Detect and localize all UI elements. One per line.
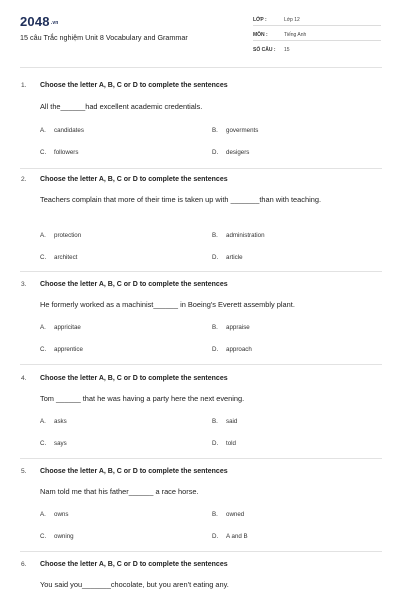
- question-prompt: Choose the letter A, B, C or D to complete the sentences: [40, 375, 228, 382]
- divider: [253, 25, 381, 26]
- option-c[interactable]: C. apprentice: [40, 346, 83, 353]
- question-sentence: He formerly worked as a machinist______ in Boeing's Everett assembly plant.: [40, 300, 295, 309]
- question-number: 2.: [21, 176, 27, 183]
- option-a[interactable]: A. protection: [40, 232, 82, 239]
- meta-key: MÔN :: [253, 32, 268, 38]
- question-prompt: Choose the letter A, B, C or D to complete the sentences: [40, 82, 228, 89]
- option-d[interactable]: D. told: [212, 440, 236, 447]
- question-prompt: Choose the letter A, B, C or D to complete the sentences: [40, 561, 228, 568]
- question-sentence: Tom ______ that he was having a party here the next evening.: [40, 394, 245, 403]
- option-d[interactable]: D. desigers: [212, 149, 250, 156]
- option-c[interactable]: C. says: [40, 440, 67, 447]
- question-divider: [20, 364, 382, 365]
- question-number: 1.: [21, 82, 27, 89]
- option-b[interactable]: B. goverments: [212, 127, 259, 134]
- question-divider: [20, 458, 382, 459]
- option-d[interactable]: D. approach: [212, 346, 252, 353]
- logo-text: 2048: [20, 14, 50, 29]
- option-b[interactable]: B. owned: [212, 511, 245, 518]
- question-prompt: Choose the letter A, B, C or D to complete the sentences: [40, 468, 228, 475]
- question-number: 5.: [21, 468, 27, 475]
- option-d[interactable]: D. article: [212, 254, 243, 261]
- question-prompt: Choose the letter A, B, C or D to complete the sentences: [40, 176, 228, 183]
- site-logo[interactable]: [20, 14, 59, 29]
- header-divider: [20, 67, 382, 68]
- option-b[interactable]: B. appraise: [212, 324, 250, 331]
- question-number: 3.: [21, 281, 27, 288]
- question-sentence: All the______had excellent academic credentials.: [40, 102, 203, 111]
- question-divider: [20, 168, 382, 169]
- option-c[interactable]: C. owning: [40, 533, 74, 540]
- option-b[interactable]: B. administration: [212, 232, 265, 239]
- option-a[interactable]: A. appricitae: [40, 324, 81, 331]
- option-c[interactable]: C. followers: [40, 149, 79, 156]
- logo-domain: .vn: [50, 19, 59, 26]
- meta-key: SỐ CÂU :: [253, 47, 276, 53]
- option-a[interactable]: A. candidates: [40, 127, 84, 134]
- worksheet-header: [0, 0, 400, 72]
- question-divider: [20, 551, 382, 552]
- divider: [253, 40, 381, 41]
- question-sentence: Nam told me that his father______ a race horse.: [40, 487, 199, 496]
- option-a[interactable]: A. owns: [40, 511, 69, 518]
- document-title: 15 câu Trắc nghiệm Unit 8 Vocabulary and Grammar: [20, 33, 188, 42]
- meta-value: 15: [284, 47, 290, 53]
- meta-value: Tiếng Anh: [284, 32, 307, 38]
- option-c[interactable]: C. architect: [40, 254, 78, 261]
- question-prompt: Choose the letter A, B, C or D to complete the sentences: [40, 281, 228, 288]
- option-a[interactable]: A. asks: [40, 418, 67, 425]
- option-b[interactable]: B. said: [212, 418, 238, 425]
- question-sentence: Teachers complain that more of their time is taken up with _______than with teaching.: [40, 195, 322, 204]
- meta-key: LỚP :: [253, 17, 267, 23]
- question-divider: [20, 271, 382, 272]
- option-d[interactable]: D. A and B: [212, 533, 248, 540]
- question-sentence: You said you_______chocolate, but you aren't eating any.: [40, 580, 229, 589]
- meta-value: Lớp 12: [284, 17, 300, 23]
- question-number: 4.: [21, 375, 27, 382]
- question-number: 6.: [21, 561, 27, 568]
